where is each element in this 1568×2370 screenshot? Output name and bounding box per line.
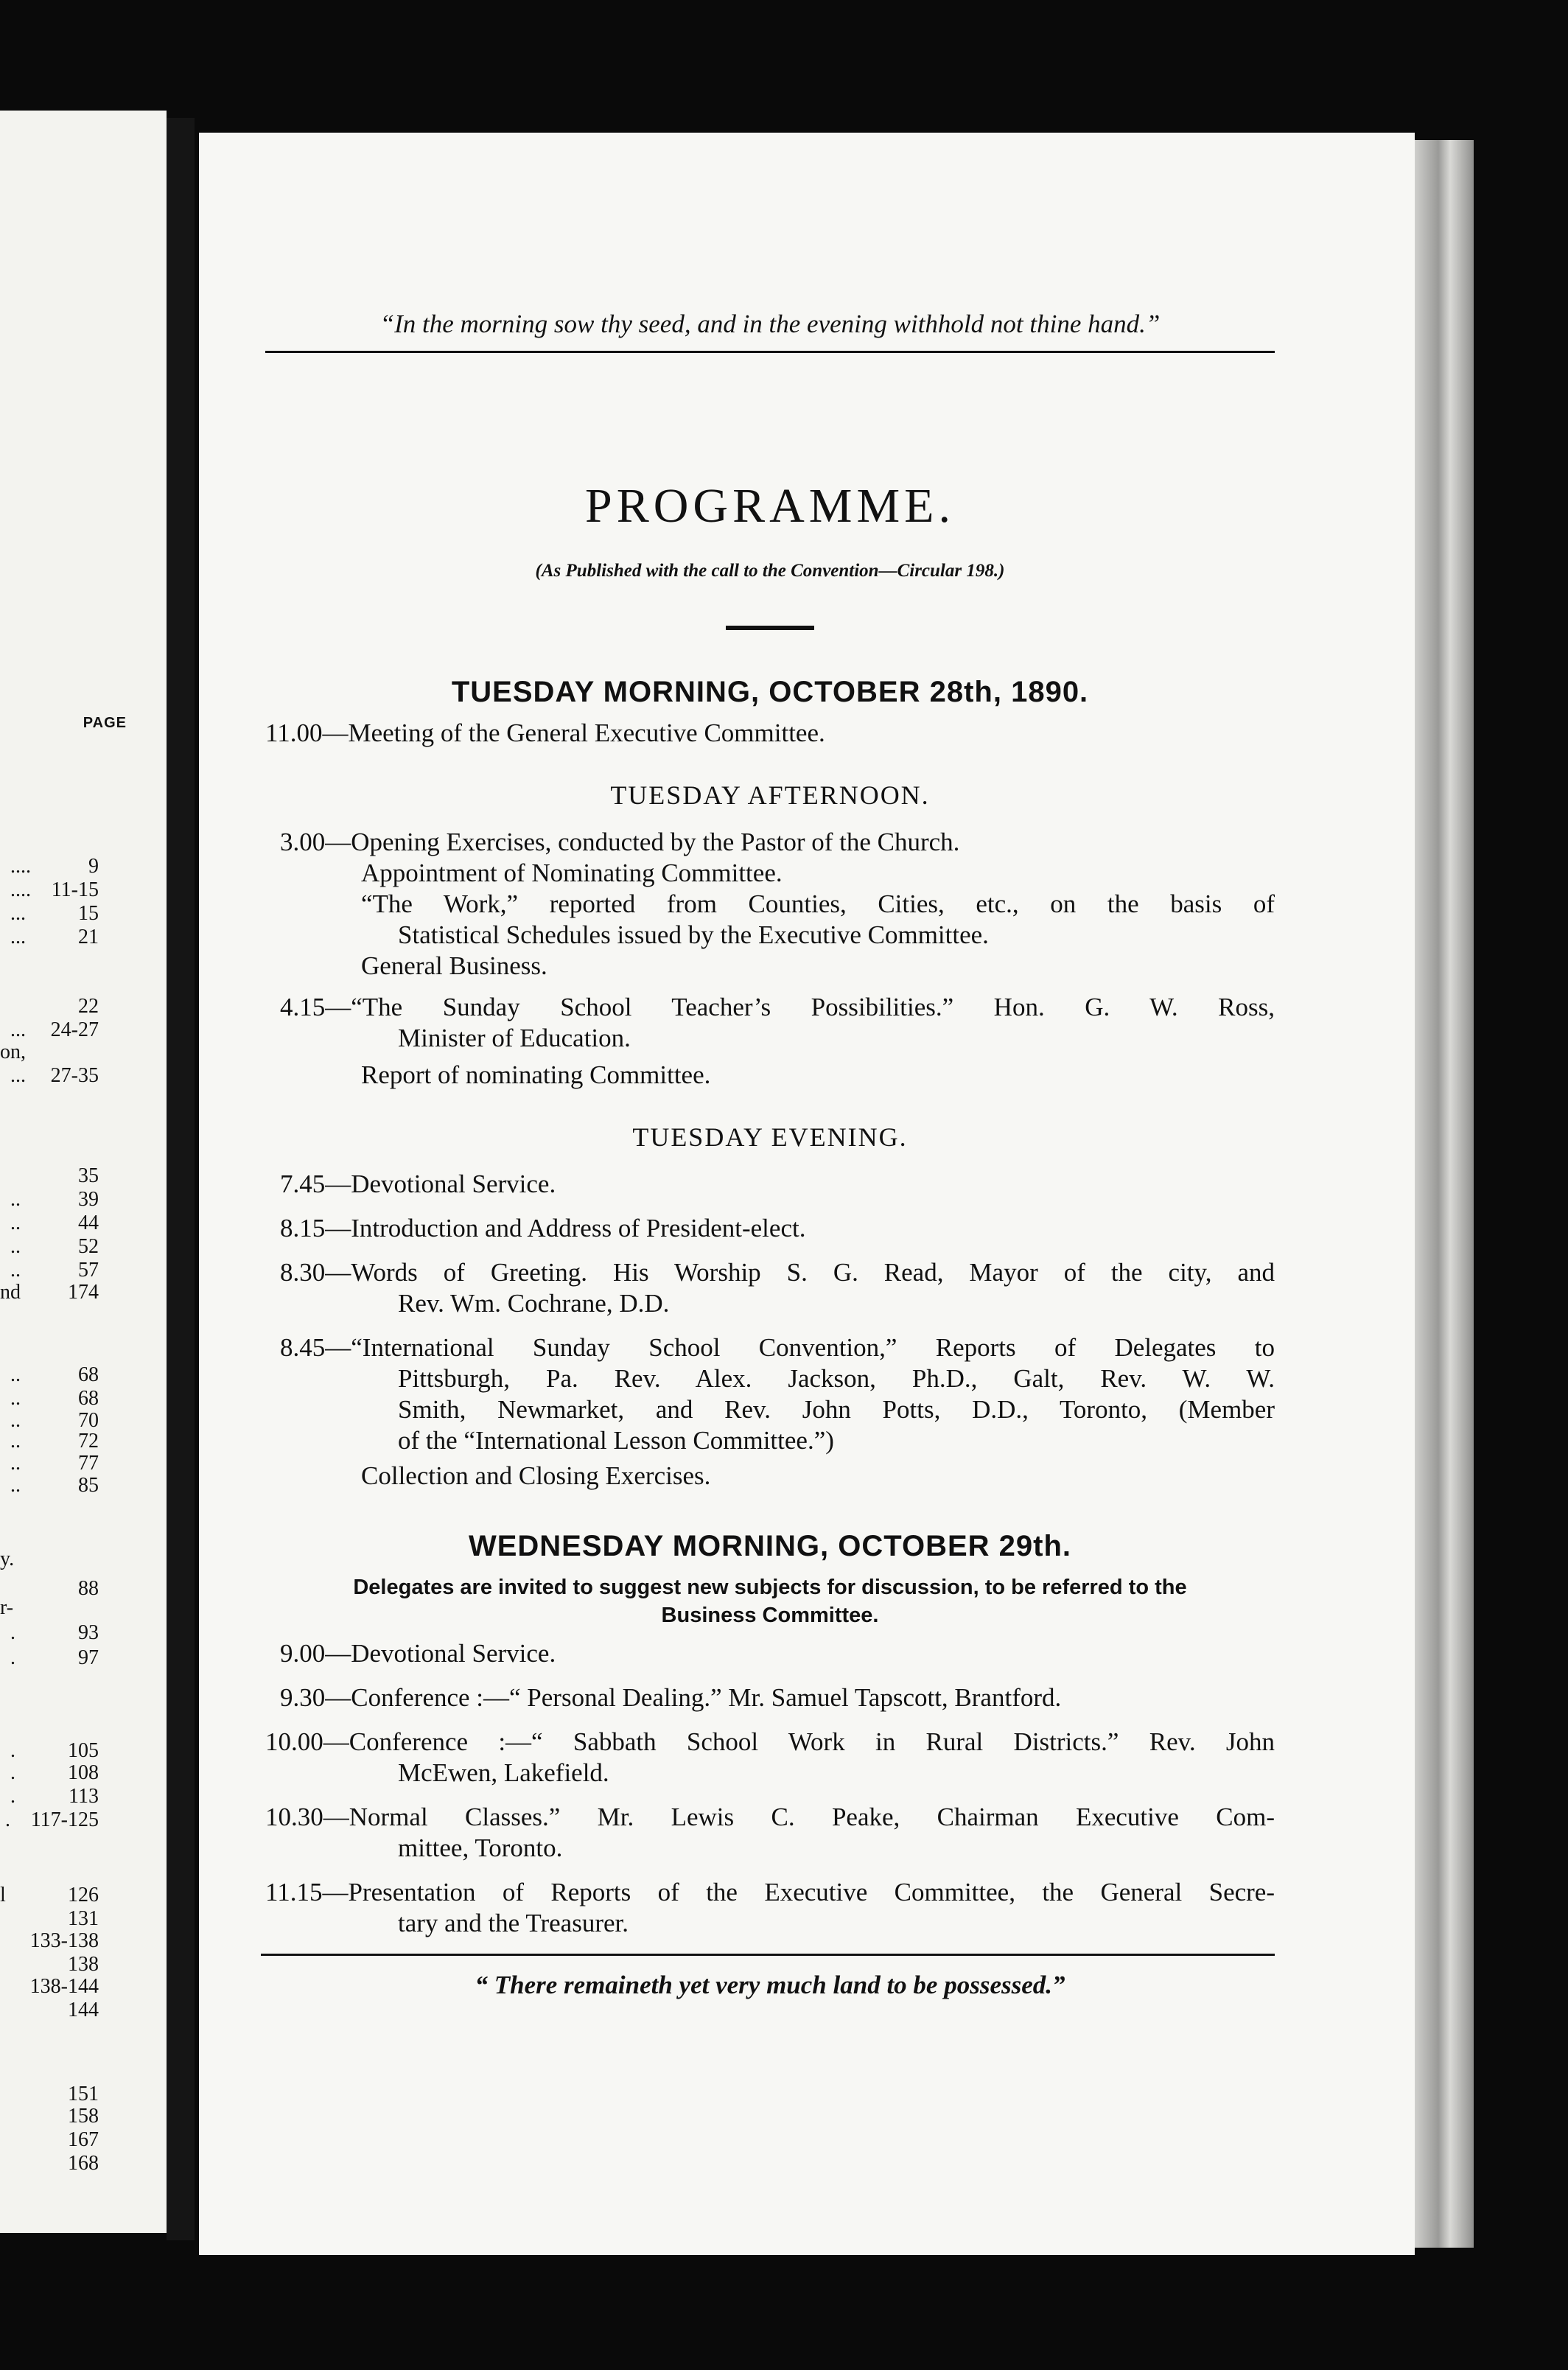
toc-page-number: 138-144 xyxy=(29,1975,99,1998)
toc-entry-fragment: .. xyxy=(0,1430,21,1453)
programme-item xyxy=(265,1638,1275,1669)
page-edge xyxy=(1415,140,1474,2248)
toc-page-number: 117-125 xyxy=(30,1808,99,1831)
item-text: —Presentation of Reports of the Executive Committee, the General Secre- xyxy=(322,1878,1275,1906)
sub-item-line: Statistical Schedules issued by the Executive Committee. xyxy=(398,920,989,949)
item-time: 10.30 xyxy=(265,1803,323,1831)
toc-row xyxy=(0,1281,162,1304)
toc-page-number: 144 xyxy=(68,1999,99,2021)
toc-row xyxy=(0,1808,162,1832)
item-time: 8.45 xyxy=(280,1333,326,1362)
toc-row xyxy=(0,1387,162,1411)
toc-entry-fragment: .. xyxy=(0,1212,21,1234)
toc-entry-fragment: ... xyxy=(0,902,26,925)
toc-page-number: 15 xyxy=(78,902,99,925)
toc-page-number: 151 xyxy=(68,2083,99,2105)
toc-entry-fragment: on, xyxy=(0,1041,26,1063)
toc-row xyxy=(0,1064,162,1088)
toc-page-number: 168 xyxy=(68,2152,99,2175)
item-text: —Devotional Service. xyxy=(325,1639,556,1668)
item-time: 8.15 xyxy=(280,1214,326,1242)
toc-page-number: 21 xyxy=(78,926,99,948)
item-time: 7.45 xyxy=(280,1170,326,1198)
item-text: —“International Sunday School Convention,” Reports of Delegates to xyxy=(325,1333,1275,1362)
toc-page-header: PAGE xyxy=(83,715,127,731)
header-motto: “In the morning sow thy seed, and in the evening withhold not thine hand.” xyxy=(379,310,1161,338)
item-time: 11.00 xyxy=(265,719,323,747)
item-text: —Conference :—“ Sabbath School Work in Rural Districts.” Rev. John xyxy=(323,1727,1275,1756)
toc-entry-fragment: ... xyxy=(0,1064,26,1087)
toc-row xyxy=(0,1164,162,1188)
toc-entry-fragment: . xyxy=(0,1621,15,1644)
programme-item xyxy=(265,1169,1275,1200)
toc-row xyxy=(0,1975,162,1999)
toc-entry-fragment: r- xyxy=(0,1596,14,1619)
toc-row xyxy=(0,1041,162,1064)
toc-page-number: 174 xyxy=(68,1281,99,1304)
toc-entry-fragment: . xyxy=(0,1739,15,1762)
item-time: 11.15 xyxy=(265,1878,323,1906)
header-rule xyxy=(265,351,1275,353)
programme-item xyxy=(265,827,1275,858)
programme-item xyxy=(265,718,1275,749)
toc-row xyxy=(0,949,162,973)
toc-row xyxy=(0,1646,162,1670)
toc-row xyxy=(0,1452,162,1475)
item-time: 3.00 xyxy=(280,828,326,856)
left-facing-page xyxy=(0,111,167,2233)
toc-page-number: 27-35 xyxy=(50,1064,99,1087)
toc-entry-fragment: .. xyxy=(0,1387,21,1410)
item-continuation: tary and the Treasurer. xyxy=(398,1909,629,1937)
toc-page-number: 77 xyxy=(78,1452,99,1475)
item-continuation: of the “International Lesson Committee.”) xyxy=(398,1426,834,1455)
toc-row xyxy=(0,1884,162,1907)
page-content xyxy=(265,310,1275,2000)
item-text: —Conference :—“ Personal Dealing.” Mr. Samuel Tapscott, Brantford. xyxy=(325,1683,1062,1712)
toc-page-number: 113 xyxy=(69,1785,99,1808)
toc-row xyxy=(0,2152,162,2175)
toc-row xyxy=(0,878,162,902)
toc-row xyxy=(0,1212,162,1235)
programme-item xyxy=(265,1727,1275,1758)
toc-row xyxy=(0,902,162,926)
programme-item xyxy=(265,1332,1275,1363)
toc-page-number: 126 xyxy=(68,1884,99,1906)
toc-entry-fragment: nd xyxy=(0,1281,21,1304)
toc-page-number: 52 xyxy=(78,1235,99,1258)
item-text: —Words of Greeting. His Worship S. G. Read, Mayor of the city, and xyxy=(325,1258,1275,1287)
toc-entry-fragment: .. xyxy=(0,1188,21,1211)
toc-row xyxy=(0,1363,162,1387)
toc-page-number: 85 xyxy=(78,1474,99,1497)
toc-page-number: 167 xyxy=(68,2128,99,2151)
footer-motto: “ There remaineth yet very much land to be possessed.” xyxy=(475,1971,1065,1999)
item-continuation: Pittsburgh, Pa. Rev. Alex. Jackson, Ph.D., Galt, Rev. W. W. xyxy=(398,1364,1275,1393)
toc-page-number: 133-138 xyxy=(29,1929,99,1952)
item-continuation: McEwen, Lakefield. xyxy=(398,1758,609,1787)
programme-item xyxy=(265,1682,1275,1713)
toc-row xyxy=(0,2128,162,2152)
toc-page-number: 9 xyxy=(88,855,99,878)
toc-page-number: 70 xyxy=(78,1409,99,1432)
toc-row xyxy=(0,995,162,1018)
item-text: —Opening Exercises, conducted by the Pastor of the Church. xyxy=(325,828,960,856)
title-divider xyxy=(726,626,814,630)
item-time: 9.30 xyxy=(280,1683,326,1712)
delegates-notice: Delegates are invited to suggest new subjects for discussion, to be referred to the xyxy=(353,1576,1187,1599)
toc-row xyxy=(0,1907,162,1931)
item-time: 9.00 xyxy=(280,1639,326,1668)
toc-page-number: 108 xyxy=(68,1761,99,1784)
toc-page-number: 35 xyxy=(78,1164,99,1187)
toc-row xyxy=(0,1739,162,1763)
item-time: 4.15 xyxy=(280,993,326,1021)
toc-row xyxy=(0,1761,162,1785)
book-binding xyxy=(167,118,195,2240)
toc-row xyxy=(0,855,162,878)
item-continuation: mittee, Toronto. xyxy=(398,1834,563,1862)
toc-entry-fragment: . xyxy=(0,1646,15,1669)
sub-item: Collection and Closing Exercises. xyxy=(361,1461,711,1490)
toc-page-number: 88 xyxy=(78,1577,99,1600)
toc-entry-fragment: .. xyxy=(0,1409,21,1432)
toc-entry-fragment: . xyxy=(0,1761,15,1784)
toc-page-number: 68 xyxy=(78,1363,99,1386)
toc-page-number: 24-27 xyxy=(50,1018,99,1041)
programme-item xyxy=(265,992,1275,1023)
toc-entry-fragment: .. xyxy=(0,1259,21,1282)
toc-row xyxy=(0,926,162,949)
page-subtitle: (As Published with the call to the Convention—Circular 198.) xyxy=(535,561,1005,581)
toc-row xyxy=(0,2105,162,2128)
sub-item: Appointment of Nominating Committee. xyxy=(361,859,783,887)
toc-entry-fragment: .... xyxy=(0,855,31,878)
toc-page-number: 22 xyxy=(78,995,99,1018)
toc-page-number: 72 xyxy=(78,1430,99,1453)
toc-entry-fragment: . xyxy=(0,1785,15,1808)
item-text: —Devotional Service. xyxy=(325,1170,556,1198)
toc-row xyxy=(0,1785,162,1808)
section-heading-tuesday-afternoon: TUESDAY AFTERNOON. xyxy=(610,780,930,810)
toc-entry-fragment: ... xyxy=(0,1018,26,1041)
toc-row xyxy=(0,1474,162,1497)
toc-row xyxy=(0,1596,162,1620)
toc-row xyxy=(0,1430,162,1453)
toc-entry-fragment: y. xyxy=(0,1548,15,1570)
toc-row xyxy=(0,1953,162,1976)
toc-entry-fragment: . xyxy=(0,1808,10,1831)
item-continuation: Smith, Newmarket, and Rev. John Potts, D.D., Toronto, (Member xyxy=(398,1395,1275,1424)
programme-item xyxy=(265,1257,1275,1288)
item-text: —“The Sunday School Teacher’s Possibilities.” Hon. G. W. Ross, xyxy=(325,993,1275,1021)
toc-page-number: 39 xyxy=(78,1188,99,1211)
toc-page-number: 11-15 xyxy=(51,878,99,901)
toc-entry-fragment: .. xyxy=(0,1474,21,1497)
toc-row xyxy=(0,1621,162,1645)
footer-rule xyxy=(261,1954,1275,1956)
sub-item: Report of nominating Committee. xyxy=(361,1060,711,1089)
programme-item xyxy=(265,1802,1275,1833)
item-time: 10.00 xyxy=(265,1727,323,1756)
toc-entry-fragment: .. xyxy=(0,1452,21,1475)
page-title: PROGRAMME. xyxy=(585,479,955,533)
item-time: 8.30 xyxy=(280,1258,326,1287)
toc-page-number: 131 xyxy=(68,1907,99,1930)
item-text: —Normal Classes.” Mr. Lewis C. Peake, Chairman Executive Com- xyxy=(323,1803,1275,1831)
delegates-notice-line: Business Committee. xyxy=(661,1604,879,1627)
sub-item-line: “The Work,” reported from Counties, Cities, etc., on the basis of xyxy=(361,889,1275,918)
programme-item xyxy=(265,1213,1275,1244)
section-heading-tuesday-evening: TUESDAY EVENING. xyxy=(632,1122,908,1152)
toc-row xyxy=(0,1188,162,1212)
item-text: —Introduction and Address of President-elect. xyxy=(325,1214,806,1242)
toc-row xyxy=(0,1259,162,1282)
toc-page-number: 105 xyxy=(68,1739,99,1762)
toc-entry-fragment: .. xyxy=(0,1235,21,1258)
programme-page xyxy=(199,133,1415,2255)
toc-page-number: 97 xyxy=(78,1646,99,1669)
toc-entry-fragment: .... xyxy=(0,878,31,901)
toc-row xyxy=(0,1999,162,2022)
item-continuation: Rev. Wm. Cochrane, D.D. xyxy=(398,1289,670,1318)
item-continuation: Minister of Education. xyxy=(398,1024,631,1052)
toc-page-number: 68 xyxy=(78,1387,99,1410)
toc-row xyxy=(0,1929,162,1953)
toc-row xyxy=(0,1235,162,1259)
toc-row xyxy=(0,2083,162,2106)
toc-row xyxy=(0,1018,162,1042)
toc-entry-fragment: .. xyxy=(0,1363,21,1386)
toc-page-number: 44 xyxy=(78,1212,99,1234)
toc-entry-fragment: l xyxy=(0,1884,6,1906)
toc-row xyxy=(0,1548,162,1571)
sub-item: General Business. xyxy=(361,951,547,980)
toc-entry-fragment: ... xyxy=(0,926,26,948)
toc-page-number: 138 xyxy=(68,1953,99,1976)
toc-page-number: 158 xyxy=(68,2105,99,2128)
programme-item xyxy=(265,1877,1275,1908)
section-heading-wednesday-morning: WEDNESDAY MORNING, OCTOBER 29th. xyxy=(468,1530,1072,1562)
item-text: —Meeting of the General Executive Committee. xyxy=(322,719,825,747)
section-heading-tuesday-morning: TUESDAY MORNING, OCTOBER 28th, 1890. xyxy=(451,676,1089,708)
toc-page-number: 57 xyxy=(78,1259,99,1282)
toc-page-number: 93 xyxy=(78,1621,99,1644)
